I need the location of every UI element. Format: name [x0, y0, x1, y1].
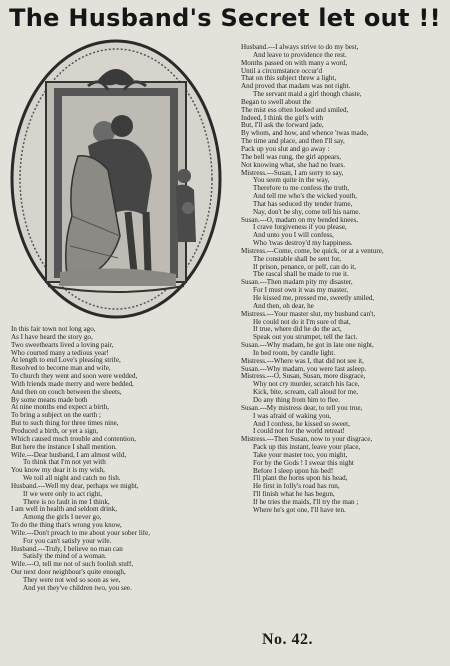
- verse-line: Mistress.---Come, come, be quick, or at a venture,: [241, 247, 384, 255]
- verse-line: Husband.---I always strive to do my best,: [241, 44, 359, 51]
- verse-line: Two sweethearts lived a loving pair,: [11, 341, 114, 349]
- verse-line: Nay, don't be shy, come tell his name.: [253, 208, 361, 216]
- verse-line: The bell was rung, the girl appears,: [241, 153, 342, 161]
- verse-line: For I must own it was my master,: [253, 287, 349, 295]
- verse-line: Which caused much trouble and contention,: [11, 435, 136, 443]
- verse-line: Kick, bite, scream, call aloud for me,: [253, 389, 359, 397]
- verse-line: Who 'twas destroy'd my happiness.: [253, 240, 353, 248]
- verse-line: To bring a subject on the earth ;: [11, 412, 101, 420]
- verse-line: For by the Gods ! I swear this night: [253, 459, 354, 467]
- verse-line: Take your master too, you might,: [253, 451, 348, 459]
- verse-line: Wife.---O, tell me not of such foolish stuff,: [11, 561, 134, 569]
- verse-line: The mist ess often looked and smiled,: [241, 106, 349, 114]
- verse-line: If prison, penance, or pelf, can do it,: [253, 263, 357, 271]
- verse-line: Satisfy the mind of a woman.: [23, 553, 107, 561]
- verse-line: Mistress.---Where was I, that did not see it,: [241, 357, 364, 365]
- verse-line: Produced a birth, or yet a sign,: [11, 427, 99, 435]
- verse-line: To church they went and soon were wedded,: [11, 373, 138, 381]
- verse-line: Husband.---Well my dear, perhaps we might,: [11, 482, 139, 490]
- verse-line: But here the instance I shall mention.: [11, 443, 117, 451]
- verse-line: The servant maid a girl though chaste,: [253, 91, 362, 99]
- verse-line: And yet they've children two, you see.: [23, 584, 132, 592]
- verse-line: If we were only to act right,: [23, 490, 102, 498]
- verse-line: In this fair town not long ago,: [11, 326, 96, 333]
- verse-line: He first in folly's road has run,: [253, 483, 340, 491]
- verse-line: Before I sleep upon his bed!: [253, 467, 334, 475]
- verse-line: Among the girls I never go,: [23, 514, 102, 522]
- verse-line: To do the thing that's wrong you know,: [11, 522, 122, 530]
- verse-line: And tell me who's the wicked youth,: [253, 193, 357, 201]
- verse-line: I'll finish what he has begun,: [253, 491, 335, 499]
- verse-line: He kissed me, pressed me, sweetly smiled,: [253, 295, 375, 302]
- verse-line: In bed room, by candle light.: [253, 349, 336, 357]
- verse-line: And proved that madam was not right.: [241, 83, 351, 91]
- verse-line: Not knowing what, she had no fears.: [241, 161, 346, 169]
- verse-line: And leave to providence the rest.: [253, 51, 347, 59]
- verse-line: You know my dear it is my wish,: [11, 467, 105, 475]
- verse-line: With friends made merry and were bedded,: [11, 380, 134, 388]
- woodcut-illustration: [8, 36, 224, 322]
- verse-line: I could not for the world retreat!: [253, 428, 345, 436]
- verse-line: But, I'll ask the forward jade,: [241, 122, 324, 130]
- verse-line: Our next door neighbour's quite enough,: [11, 569, 126, 577]
- verse-line: Indeed, I think the girl's with: [241, 114, 324, 122]
- verse-line: For you can't satisfy your wife.: [23, 537, 112, 545]
- verse-line: At nine months end expect a birth,: [11, 404, 109, 412]
- verse-line: Susan.---My mistress dear, to tell you true,: [241, 404, 363, 412]
- verse-line: Susan.---Why madam, he got in late one night,: [241, 342, 374, 350]
- verse-line: Speak out you strumpet, tell the fact.: [253, 334, 358, 342]
- verse-line: I crave forgiveness if you please,: [253, 224, 347, 232]
- verse-line: He could not do it I'm sure of that,: [253, 318, 351, 326]
- verse-line: Wife.---Dear husband, I am almost wild,: [11, 451, 127, 459]
- verse-line: Mistress.---Your master slut, my husband can't,: [241, 310, 376, 318]
- verse-line: Why not cry murder, scratch his face,: [253, 381, 360, 389]
- verse-line: We toil all night and catch no fish.: [23, 475, 121, 483]
- verse-line: The rascal shall be made to rue it.: [253, 271, 349, 279]
- verse-line: The constable shall be sent for,: [253, 255, 341, 263]
- right-verse-column: [241, 44, 446, 515]
- verse-line: Began to swell about the: [241, 98, 312, 106]
- verse-line: Until a circumstance occur'd: [241, 67, 323, 75]
- verse-line: Susan.---Then madam pity my disaster,: [241, 279, 353, 287]
- verse-line: Resolved to become man and wife,: [11, 365, 111, 373]
- verse-line: Pack up you slut and go away :: [241, 145, 330, 153]
- verse-line: And unto you I will confess,: [253, 232, 334, 240]
- verse-line: Months passed on with many a word,: [241, 59, 348, 67]
- verse-line: Mistress.---Then Susan, now to your disgrace,: [241, 436, 373, 444]
- verse-line: Mistress.---Susan, I am sorry to say,: [241, 169, 344, 177]
- verse-line: Pack up this instant, leave your place,: [253, 444, 361, 452]
- verse-line: The time and place, and then I'll say,: [241, 138, 345, 146]
- verse-line: Therefore to me confess the truth,: [253, 185, 350, 193]
- verse-line: And then on couch between the sheets,: [11, 388, 122, 396]
- verse-line: And I confess, he kissed so sweet,: [253, 420, 350, 428]
- left-verse-column: [11, 326, 233, 593]
- verse-line: Wife.---Don't preach to me about your sober life,: [11, 529, 151, 537]
- verse-line: Do any thing from him to flee.: [253, 396, 340, 404]
- verse-line: They were not wed so soon as we,: [23, 577, 121, 584]
- verse-line: Who courted many a tedious year!: [11, 349, 109, 357]
- verse-line: There is no fault in me I think,: [23, 498, 110, 506]
- verse-line: But to such thing for three times nine,: [11, 420, 119, 428]
- verse-line: And then, oh dear, he: [253, 302, 314, 310]
- verse-line: Mistress.---O, Susan, Susan, more disgrace,: [241, 373, 366, 381]
- broadside-title: The Husband's Secret let out !!: [9, 4, 441, 32]
- verse-line: Susan.---Why madam, you were fast asleep.: [241, 365, 367, 373]
- verse-line: That has seduced thy tender frame,: [253, 200, 353, 208]
- verse-line: Where he's got one, I'll have ten.: [253, 506, 346, 514]
- verse-line: At length to end Love's pleasing strife,: [11, 357, 121, 365]
- verse-line: If true, where did he do the act,: [253, 326, 342, 334]
- verse-line: As I have heard the story go,: [11, 333, 93, 341]
- verse-line: Susan.---O, madam on my bended knees,: [241, 216, 359, 224]
- ballad-number: No. 42.: [262, 631, 314, 648]
- verse-line: To think that I'm not yet with: [23, 459, 106, 467]
- verse-line: I was afraid of waking you,: [253, 412, 332, 420]
- verse-line: That on this subject threw a light,: [241, 75, 337, 83]
- verse-line: I'll plant the horns upon his head,: [253, 475, 348, 483]
- verse-line: By whom, and how, and whence 'twas made,: [241, 130, 369, 138]
- verse-line: If he tries the maids, I'll try the man ;: [253, 498, 359, 506]
- verse-line: You seem quite in the way,: [253, 177, 330, 185]
- verse-line: Husband.---Truly, I believe no man can: [11, 545, 123, 553]
- verse-line: By some means made both: [11, 396, 88, 404]
- verse-line: I am well in health and seldom drink,: [11, 506, 117, 514]
